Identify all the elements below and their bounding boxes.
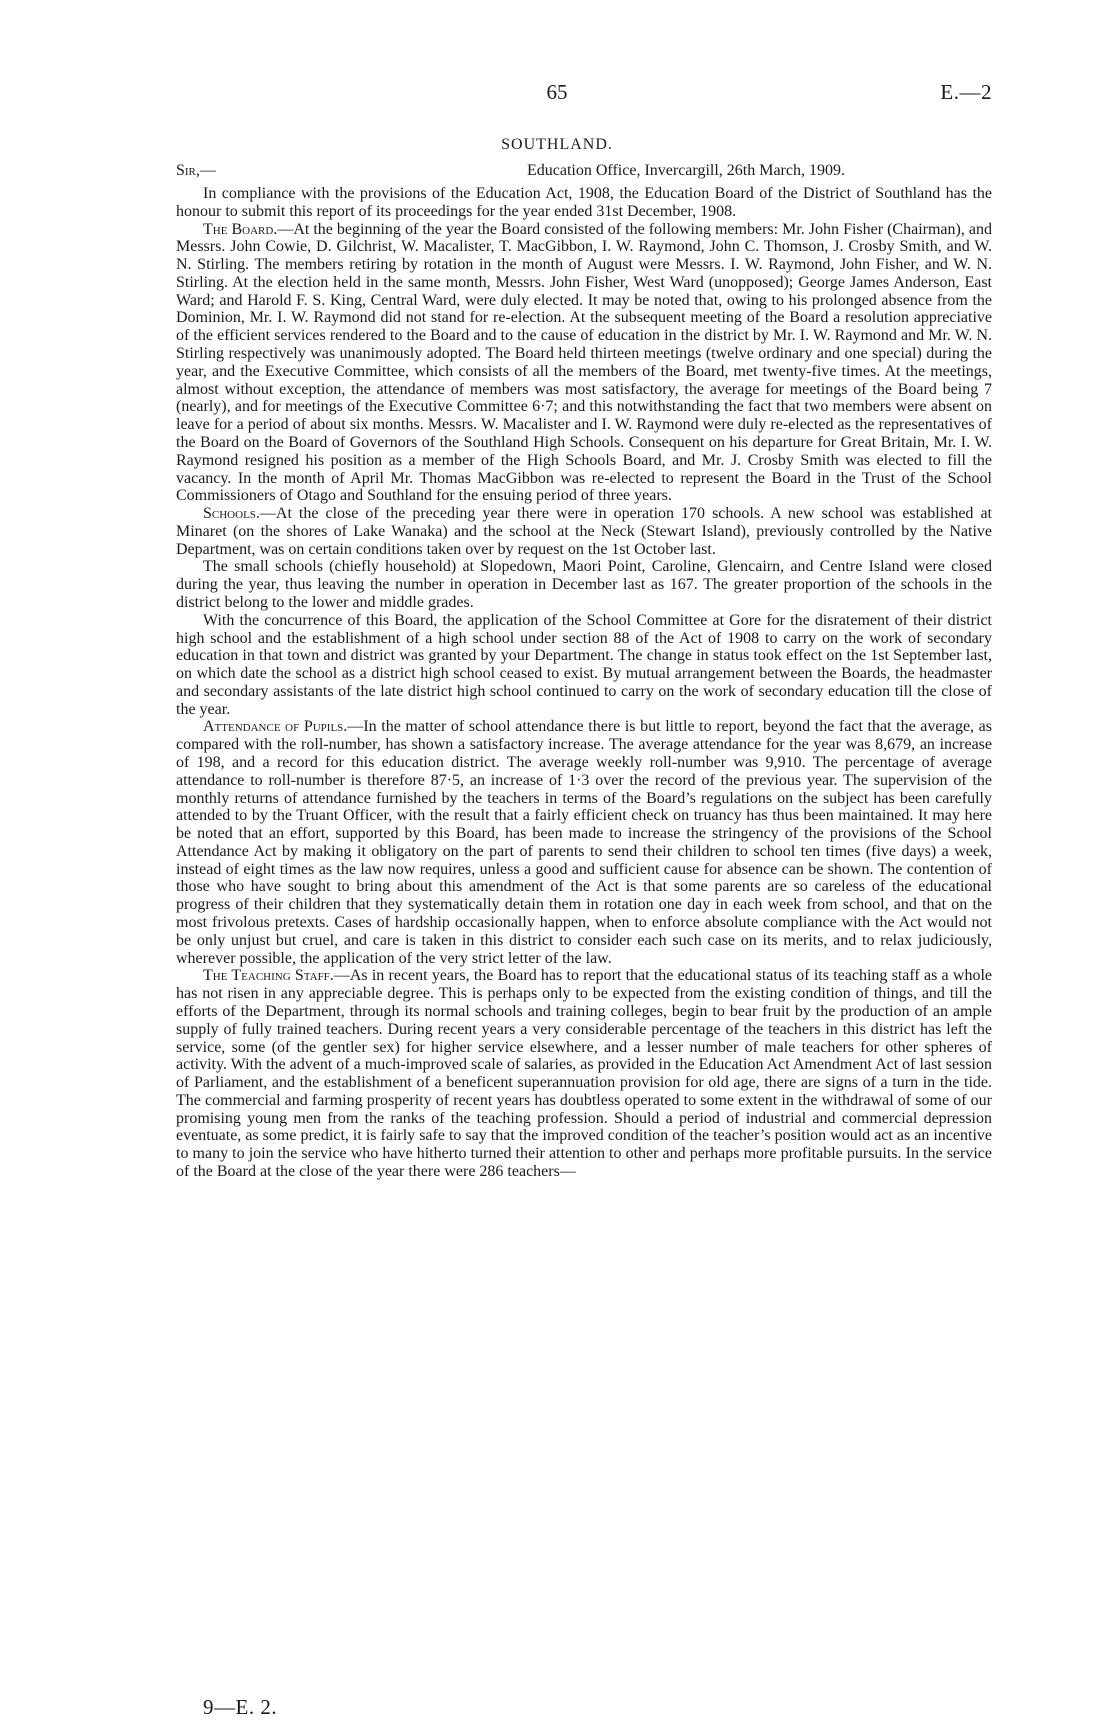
paragraph-text: —In the matter of school attendance there is but little to report, beyond the fact that the average, as compared with the roll-number, has shown a satisfactory increase. The average attendance for the year was 8,679, an increase of 198, and a record for this education district. The average weekly roll-number was 9,910. The percentage of average attendance to roll-number is therefore 87·5, an increase of 1·3 over the record of the previous year. The supervision of the monthly returns of attendance furnished by the teachers in terms of the Board’s regulations on the subject has been carefully attended to by the Truant Officer, with the result that a fairly efficient check on truancy has thus been maintained. It may here be noted that an effort, supported by this Board, has been made to increase the stringency of the provisions of the School Attendance Act by making it obligatory on the part of parents to send their children to school ten times (five days) a week, instead of eight times as the law now requires, unless a good and sufficient cause for absence can be shown. The contention of those who have sought to bring about this amendment of the Act is that some parents are so careless of the educational progress of their children that they systematically detain them in rotation one day in each week from school, and that on the most frivolous pretexts. Cases of hardship occasionally happen, when to enforce absolute compliance with the Act would not be only unjust but cruel, and care is taken in this district to consider each such case on its merits, and to relax judiciously, wherever possible, the application of the very strict letter of the law. [176,718,992,967]
salutation: Sir,— [176,162,216,179]
section-heading: Schools. [203,505,260,523]
paragraph-intro [176,185,992,221]
paragraph-gore-high-school [176,612,992,719]
signature-mark: 9—E. 2. [203,1695,278,1719]
paragraph-text: —At the close of the preceding year there were in operation 170 schools. A new school was established at Minaret (on the shores of Lake Wanaka) and the school at the Neck (Stewart Island), previously controlled by the Native Department, was on certain conditions taken over by request on the 1st October last. [176,505,992,558]
paragraph-text: —At the beginning of the year the Board consisted of the following members: Mr. John Fisher (Chairman), and Messrs. John Cowie, D. Gilchrist, W. Macalister, T. MacGibbon, I. W. Raymond, John C. Thomson, J. Crosby Smith, and W. N. Stirling. The members retiring by rotation in the month of August were Messrs. I. W. Raymond, John Fisher, and W. N. Stirling. At the election held in the same month, Messrs. John Fisher, West Ward (unopposed); George James Anderson, East Ward; and Harold F. S. King, Central Ward, were duly elected. It may be noted that, owing to his prolonged absence from the Dominion, Mr. I. W. Raymond did not stand for re-election. At the subsequent meeting of the Board a resolution appreciative of the efficient services rendered to the Board and to the cause of education in the district by Mr. I. W. Raymond and Mr. W. N. Stirling respectively was unanimously adopted. The Board held thirteen meetings (twelve ordinary and one special) during the year, and the Executive Committee, which consists of all the members of the Board, met twenty-five times. At the meetings, almost without exception, the attendance of members was most satisfactory, the average for meetings of the Board being 7 (nearly), and for meetings of the Executive Committee 6·7; and this notwithstanding the fact that two members were absent on leave for a period of about six months. Messrs. W. Macalister and I. W. Raymond were duly re-elected as the representatives of the Board on the Board of Governors of the Southland High Schools. Consequent on his departure for Great Britain, Mr. I. W. Raymond resigned his position as a member of the High Schools Board, and Mr. J. Crosby Smith was elected to fill the vacancy. In the month of April Mr. Thomas MacGibbon was re-elected to represent the Board in the Trust of the School Commissioners of Otago and Southland for the ensuing period of three years. [176,220,992,505]
letter-header [176,162,992,182]
paragraph-text: —As in recent years, the Board has to report that the educational status of its teaching staff as a whole has not risen in any appreciable degree. This is perhaps only to be expected from the existing condition of things, and till the efforts of the Department, through its normal schools and training colleges, begin to bear fruit by the production of an ample supply of fully trained teachers. During recent years a very considerable percentage of the teachers in this district has left the service, some (of the gentler sex) for higher service elsewhere, and a lesser number of male teachers for other spheres of activity. With the advent of a much-improved scale of salaries, as provided in the Education Act Amendment Act of last session of Parliament, and the establishment of a beneficent superannuation provision for old age, there are signs of a turn in the tide. The commercial and farming prosperity of recent years has doubtless operated to some extent in the withdrawal of some of our promising young men from the ranks of the teaching profession. Should a period of industrial and commercial depression eventuate, as some predict, it is fairly safe to say that the improved condition of the teacher’s position would act as an incentive to many to join the service who have hitherto turned their attention to other and perhaps more profitable pursuits. In the service of the Board at the close of the year there were 286 teachers— [176,967,992,1180]
section-heading: Attendance of Pupils. [203,718,348,736]
paragraph-the-board [176,221,992,506]
paragraph-text: With the concurrence of this Board, the application of the School Committee at Gore for the disratement of their district high school and the establishment of a high school under section 88 of the Act of 1908 to carry on the work of secondary education in that town and district was granted by your Department. The change in status took effect on the 1st September last, on which date the school as a district high school ceased to exist. By mutual arrangement between the Boards, the headmaster and secondary assistants of the late district high school continued to carry on the work of secondary education till the close of the year. [176,611,992,718]
report-body [176,185,992,1181]
section-heading: The Board. [203,220,278,238]
paragraph-schools [176,505,992,558]
document-code: E.—2 [940,80,992,104]
section-heading: The Teaching Staff. [203,967,334,985]
paragraph-text: The small schools (chiefly household) at Slopedown, Maori Point, Caroline, Glencairn, and Centre Island were closed during the year, thus leaving the number in operation in December last as 167. The greater proportion of the schools in the district belong to the lower and middle grades. [176,558,992,611]
paragraph-text: In compliance with the provisions of the Education Act, 1908, the Education Board of the District of Southland has the honour to submit this report of its proceedings for the year ended 31st December, 1908. [176,185,992,220]
paragraph-attendance [176,718,992,967]
dateline: Education Office, Invercargill, 26th March, 1909. [527,162,845,179]
page-title: SOUTHLAND. [501,136,613,153]
page-number: 65 [546,80,568,104]
paragraph-closed-schools [176,558,992,611]
paragraph-teaching-staff [176,967,992,1180]
